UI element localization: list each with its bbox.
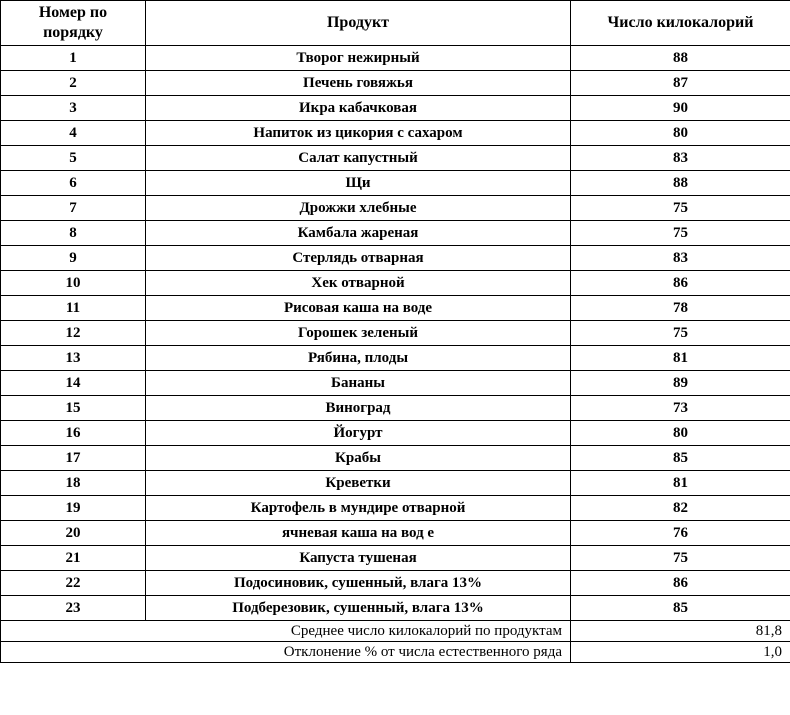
kcal-value: 81: [571, 471, 790, 496]
summary-average-label: Среднее число килокалорий по продуктам: [1, 621, 571, 642]
table-row: [1, 296, 790, 321]
product-name: Капуста тушеная: [146, 546, 571, 571]
table-row: [1, 171, 790, 196]
product-name: Рисовая каша на воде: [146, 296, 571, 321]
table-row: [1, 146, 790, 171]
product-name: Креветки: [146, 471, 571, 496]
kcal-value: 89: [571, 371, 790, 396]
row-number: 5: [1, 146, 146, 171]
kcal-value: 75: [571, 321, 790, 346]
product-name: Икра кабачковая: [146, 96, 571, 121]
product-name: Йогурт: [146, 421, 571, 446]
table-row: [1, 371, 790, 396]
product-name: Подосиновик, сушенный, влага 13%: [146, 571, 571, 596]
summary-deviation-value: 1,0: [571, 642, 790, 663]
row-number: 3: [1, 96, 146, 121]
table-row: [1, 271, 790, 296]
product-name: Салат капустный: [146, 146, 571, 171]
table-row: [1, 546, 790, 571]
table-row: [1, 421, 790, 446]
product-name: Напиток из цикория с сахаром: [146, 121, 571, 146]
row-number: 8: [1, 221, 146, 246]
row-number: 17: [1, 446, 146, 471]
kcal-value: 78: [571, 296, 790, 321]
product-name: Бананы: [146, 371, 571, 396]
row-number: 19: [1, 496, 146, 521]
product-name: Виноград: [146, 396, 571, 421]
table-row: [1, 346, 790, 371]
column-header-number: Номер по порядку: [1, 1, 146, 46]
row-number: 14: [1, 371, 146, 396]
kcal-value: 85: [571, 446, 790, 471]
kcal-value: 80: [571, 121, 790, 146]
table-row: [1, 71, 790, 96]
table-row: [1, 321, 790, 346]
product-name: Дрожжи хлебные: [146, 196, 571, 221]
product-name: Рябина, плоды: [146, 346, 571, 371]
kcal-value: 86: [571, 271, 790, 296]
table-row: [1, 96, 790, 121]
header-row: [1, 1, 790, 46]
table-row: [1, 396, 790, 421]
kcal-value: 88: [571, 46, 790, 71]
summary-deviation-label: Отклонение % от числа естественного ряда: [1, 642, 571, 663]
row-number: 16: [1, 421, 146, 446]
summary-average-value: 81,8: [571, 621, 790, 642]
product-name: Крабы: [146, 446, 571, 471]
kcal-value: 83: [571, 246, 790, 271]
kcal-value: 90: [571, 96, 790, 121]
product-name: Картофель в мундире отварной: [146, 496, 571, 521]
row-number: 12: [1, 321, 146, 346]
table-row: [1, 221, 790, 246]
product-name: Хек отварной: [146, 271, 571, 296]
kcal-value: 76: [571, 521, 790, 546]
table-row: [1, 596, 790, 621]
row-number: 20: [1, 521, 146, 546]
kcal-value: 75: [571, 221, 790, 246]
kcal-value: 75: [571, 196, 790, 221]
row-number: 2: [1, 71, 146, 96]
kcal-value: 82: [571, 496, 790, 521]
row-number: 6: [1, 171, 146, 196]
row-number: 9: [1, 246, 146, 271]
row-number: 10: [1, 271, 146, 296]
summary-row-average: [1, 621, 790, 642]
product-name: Творог нежирный: [146, 46, 571, 71]
row-number: 22: [1, 571, 146, 596]
summary-row-deviation: [1, 642, 790, 663]
row-number: 21: [1, 546, 146, 571]
row-number: 7: [1, 196, 146, 221]
kcal-value: 86: [571, 571, 790, 596]
product-name: Подберезовик, сушенный, влага 13%: [146, 596, 571, 621]
table-row: [1, 46, 790, 71]
row-number: 4: [1, 121, 146, 146]
kcal-value: 73: [571, 396, 790, 421]
row-number: 1: [1, 46, 146, 71]
product-name: Щи: [146, 171, 571, 196]
kcal-value: 85: [571, 596, 790, 621]
row-number: 13: [1, 346, 146, 371]
row-number: 11: [1, 296, 146, 321]
kcal-value: 87: [571, 71, 790, 96]
table-row: [1, 446, 790, 471]
table-row: [1, 246, 790, 271]
column-header-kcal: Число килокалорий: [571, 1, 790, 46]
table-row: [1, 471, 790, 496]
table-row: [1, 521, 790, 546]
column-header-product: Продукт: [146, 1, 571, 46]
table-row: [1, 571, 790, 596]
kcal-value: 83: [571, 146, 790, 171]
table-row: [1, 121, 790, 146]
product-name: Печень говяжья: [146, 71, 571, 96]
product-name: Стерлядь отварная: [146, 246, 571, 271]
row-number: 15: [1, 396, 146, 421]
table-row: [1, 196, 790, 221]
kcal-value: 88: [571, 171, 790, 196]
row-number: 18: [1, 471, 146, 496]
product-name: ячневая каша на вод е: [146, 521, 571, 546]
product-name: Горошек зеленый: [146, 321, 571, 346]
kcal-value: 75: [571, 546, 790, 571]
kcal-value: 80: [571, 421, 790, 446]
table-row: [1, 496, 790, 521]
kcal-value: 81: [571, 346, 790, 371]
product-name: Камбала жареная: [146, 221, 571, 246]
row-number: 23: [1, 596, 146, 621]
